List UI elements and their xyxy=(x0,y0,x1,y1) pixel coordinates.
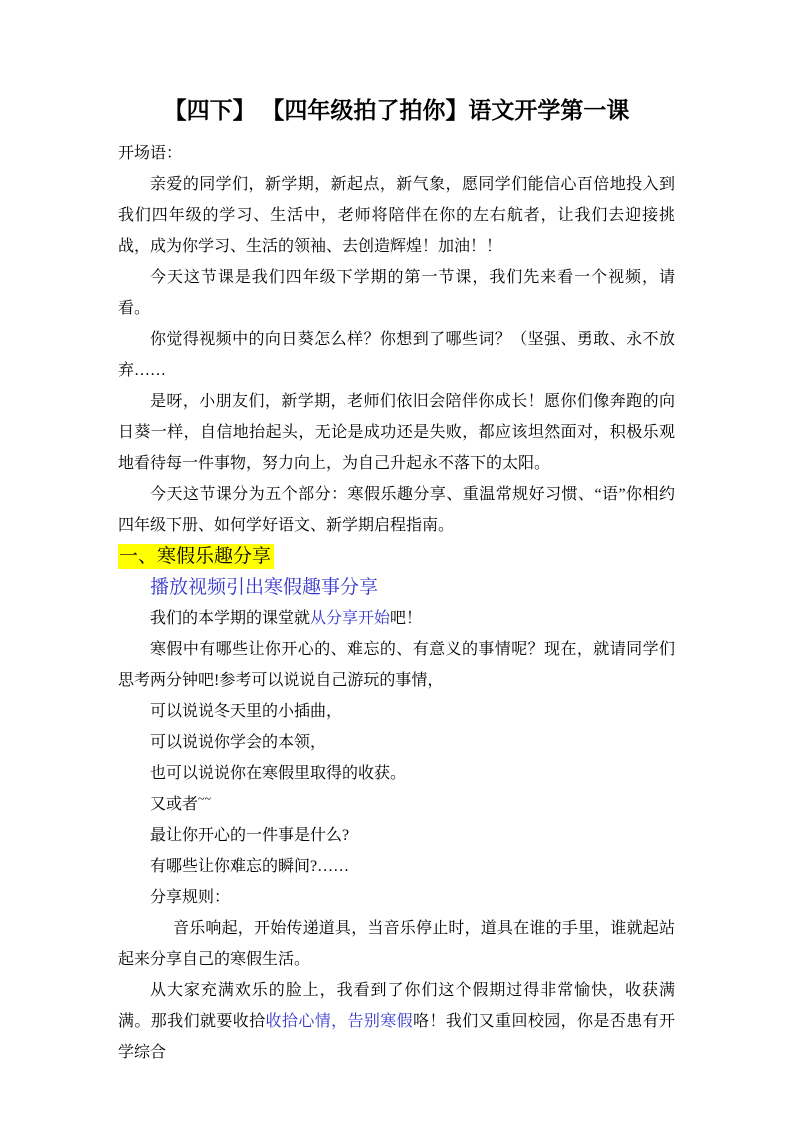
text-run: 亲爱的同学们，新学期，新起点，新气象，愿同学们能信心百倍地投入到我们四年级的学习、生活中，老师将陪伴在你的左右航者，让我们去迎接挑战，成为你学习、生活的领袖、去创造辉煌！加油！！ xyxy=(118,176,675,255)
text-run: 我们的本学期的课堂就 xyxy=(150,610,311,627)
text-run: 有哪些让你难忘的瞬间?…… xyxy=(150,858,350,875)
paragraph xyxy=(118,479,675,541)
text-run: 是呀，小朋友们，新学期，老师们依旧会陪伴你成长！愿你们像奔跑的向日葵一样，自信地抬起头，无论是成功还是失败，都应该坦然面对，积极乐观地看待每一件事物，努力向上，为自己升起永不落下的太阳。 xyxy=(118,393,675,472)
highlighted-text: 一、寒假乐趣分享 xyxy=(118,544,274,569)
text-run: 可以说说你学会的本领， xyxy=(150,734,327,751)
blue-emphasis-text: 从分享开始 xyxy=(310,610,391,627)
text-run: 今天这节课分为五个部分：寒假乐趣分享、重温常规好习惯、“语”你相约四年级下册、如何学好语文、新学期启程指南。 xyxy=(118,486,675,534)
sub-heading xyxy=(118,572,675,603)
text-run: 咯！我们又重回校园，你是否患有开学综合 xyxy=(118,1013,675,1061)
paragraph xyxy=(118,727,675,758)
blue-emphasis-text: 播放视频引出寒假趣事分享 xyxy=(150,577,379,598)
paragraph xyxy=(118,789,675,820)
page-title: 【四下】 【四年级拍了拍你】语文开学第一课 xyxy=(163,98,630,123)
text-run: 最让你开心的一件事是什么? xyxy=(150,827,350,844)
paragraph xyxy=(118,975,675,1068)
text-run: 也可以说说你在寒假里取得的收获。 xyxy=(150,765,407,782)
text-run: 吧！ xyxy=(390,610,423,627)
text-run: 从大家充满欢乐的脸上，我看到了你们这个假期过得非常愉快，收获满满。那我们就要收拾 xyxy=(118,982,675,1030)
blue-emphasis-text: 收拾心情，告别寒假 xyxy=(265,1013,414,1030)
paragraph xyxy=(118,262,675,324)
paragraph xyxy=(118,386,675,479)
paragraph xyxy=(118,758,675,789)
superscript-text: ~~ xyxy=(198,791,211,806)
document-body xyxy=(118,138,675,1068)
paragraph xyxy=(118,603,675,634)
text-run: 今天这节课是我们四年级下学期的第一节课，我们先来看一个视频，请看。 xyxy=(118,269,675,317)
text-run: 寒假中有哪些让你开心的、难忘的、有意义的事情呢？现在，就请同学们思考两分钟吧!参考可以说说自己游玩的事情， xyxy=(118,641,675,689)
text-run: 可以说说冬天里的小插曲， xyxy=(150,703,343,720)
paragraph xyxy=(118,882,675,913)
text-run: 分享规则： xyxy=(150,889,231,906)
paragraph xyxy=(118,169,675,262)
paragraph xyxy=(118,634,675,696)
text-run: 开场语： xyxy=(118,145,183,162)
text-run: 又或者 xyxy=(150,796,199,813)
text-run: 音乐响起，开始传递道具，当音乐停止时，道具在谁的手里，谁就起站起来分享自己的寒假生活。 xyxy=(118,920,675,968)
section-heading xyxy=(118,541,675,572)
paragraph xyxy=(118,851,675,882)
paragraph xyxy=(118,324,675,386)
text-run: 你觉得视频中的向日葵怎么样？你想到了哪些词？（坚强、勇敢、永不放弃…… xyxy=(118,331,675,379)
paragraph xyxy=(118,913,675,975)
paragraph xyxy=(118,138,675,169)
paragraph xyxy=(118,820,675,851)
paragraph xyxy=(118,696,675,727)
